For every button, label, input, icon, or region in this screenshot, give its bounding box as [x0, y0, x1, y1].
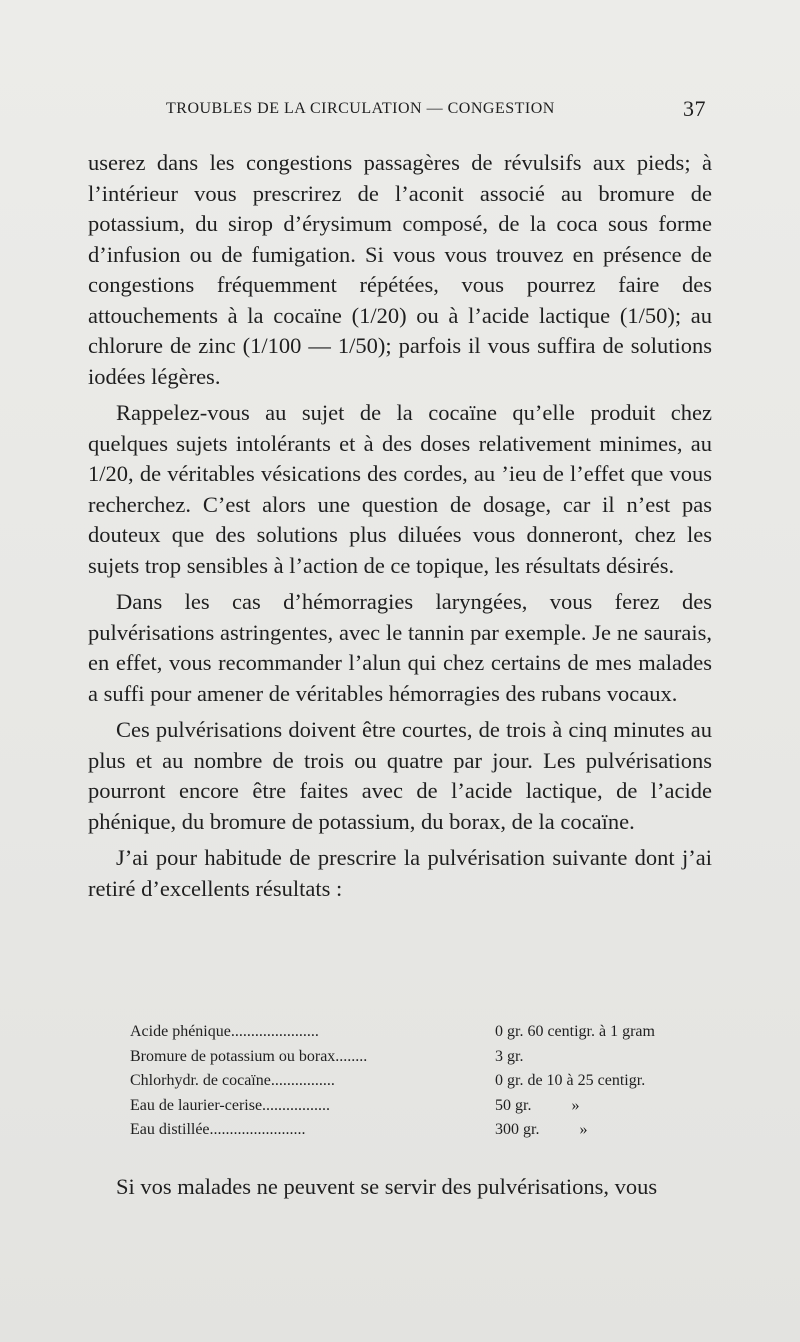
paragraph: userez dans les congestions passagères de révulsifs aux pieds; à l’intérieur vous prescrirez de l’aconit associé au bromure de potassium, du sirop d’érysimum composé, de la coca sous forme d’infusion ou de fumigation. Si vous vous trouvez en présence de congestions fréquemment répétées, vous pourrez faire des attouchements à la cocaïne (1/20) ou à l’acide lactique (1/50); au chlorure de zinc (1/100 — 1/50); parfois il vous suffira de solutions iodées légères.	[88, 150, 712, 389]
prescription-row	[130, 1118, 720, 1143]
ingredient-amount: 3 gr.	[495, 1047, 524, 1065]
closing-line: Si vos malades ne peuvent se servir des pulvérisations, vous	[116, 1174, 658, 1199]
ingredient-amount: 50 gr. »	[495, 1096, 580, 1114]
ingredient-name: Acide phénique......................	[130, 1023, 319, 1040]
prescription-row	[130, 1020, 720, 1045]
prescription-table	[130, 1020, 720, 1143]
ingredient-amount: 0 gr. 60 centigr. à 1 gram	[495, 1023, 655, 1040]
page-number: 37	[683, 96, 706, 121]
paragraph: Ces pulvérisations doivent être courtes, de trois à cinq minutes au plus et au nombre de trois ou quatre par jour. Les pulvérisations pourront encore être faites avec de l’acide lactique, de l’acide phénique, du bromure de potassium, du borax, de la cocaïne.	[88, 717, 712, 834]
ingredient-name: Chlorhydr. de cocaïne................	[130, 1072, 335, 1089]
prescription-row	[130, 1045, 720, 1070]
running-title: TROUBLES DE LA CIRCULATION — CONGESTION	[166, 100, 555, 117]
paragraph: Dans les cas d’hémorragies laryngées, vous ferez des pulvérisations astringentes, avec le tannin par exemple. Je ne saurais, en effet, vous recommander l’alun qui chez certains de mes malades a suffi pour amener de véritables hémorragies des rubans vocaux.	[88, 589, 712, 706]
paragraph: Rappelez-vous au sujet de la cocaïne qu’elle produit chez quelques sujets intolérants et à des doses relativement minimes, au 1/20, de véritables vésications des cordes, au ’ieu de l’effet que vous recherchez. C’est alors une question de dosage, car il n’est pas douteux que des solutions plus diluées vous donneront, chez les sujets trop sensibles à l’action de ce topique, les résultats désirés.	[88, 400, 712, 578]
ingredient-amount: 0 gr. de 10 à 25 centigr.	[495, 1072, 646, 1089]
prescription-row	[130, 1094, 720, 1119]
ingredient-name: Eau de laurier-cerise.................	[130, 1096, 331, 1114]
body-text	[88, 148, 712, 910]
prescription-row	[130, 1069, 720, 1094]
ingredient-name: Bromure de potassium ou borax........	[130, 1047, 368, 1065]
ingredient-name: Eau distillée........................	[130, 1121, 306, 1138]
paragraph: J’ai pour habitude de prescrire la pulvérisation suivante dont j’ai retiré d’excellents résultats :	[88, 845, 712, 901]
ingredient-amount: 300 gr. »	[495, 1121, 588, 1138]
